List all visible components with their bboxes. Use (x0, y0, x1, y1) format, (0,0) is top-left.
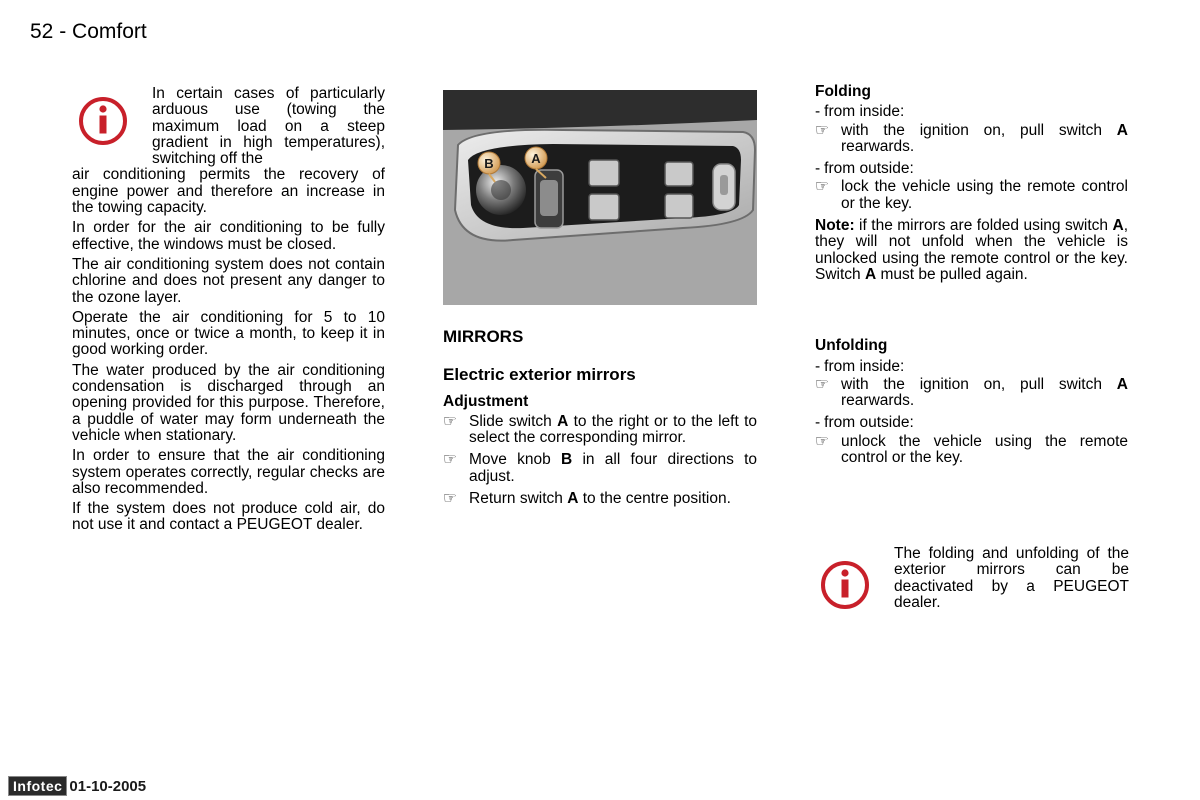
bullet-item: ☞ lock the vehicle using the remote control or the key. (815, 178, 1128, 212)
mirror-switch-photo (443, 90, 757, 305)
left-column (72, 86, 385, 538)
pointing-hand-icon: ☞ (443, 412, 457, 430)
pointing-hand-icon: ☞ (815, 375, 829, 393)
photo-label-b: B (484, 156, 494, 171)
info-icon (818, 558, 872, 612)
paragraph: In order to ensure that the air conditioning system operates correctly, regular checks are also recommended. (72, 447, 385, 497)
bullet-item: ☞ Slide switch A to the right or to the left to select the corresponding mirror. (443, 412, 757, 447)
footer (8, 776, 146, 796)
from-outside-line: - from outside: (815, 414, 914, 432)
bullet-item: ☞ Return switch A to the centre position. (443, 490, 731, 508)
photo-label-a: A (531, 151, 541, 166)
pointing-hand-icon: ☞ (815, 432, 829, 450)
from-inside-line: - from inside: (815, 103, 905, 121)
header-separator: - (59, 20, 67, 43)
page-number: 52 (30, 20, 54, 43)
unfolding-heading: Unfolding (815, 337, 888, 355)
intro-paragraph-continued: air conditioning permits the recovery of engine power and therefore an increase in the towing capacity. (72, 166, 385, 217)
info-note: The folding and unfolding of the exterior mirrors can be deactivated by a PEUGEOT dealer. (894, 545, 1129, 611)
pointing-hand-icon: ☞ (815, 178, 829, 196)
folding-heading: Folding (815, 83, 871, 100)
from-outside-line: - from outside: (815, 160, 914, 178)
note-paragraph: Note: if the mirrors are folded using switch A, they will not unfold when the vehicle is unlocked using the remote control or the key. Switch A must be pulled again. (815, 217, 1128, 283)
bullet-item: ☞ Move knob B in all four directions to adjust. (443, 451, 757, 485)
adjustment-heading: Adjustment (443, 392, 529, 410)
bullet-item: ☞ with the ignition on, pull switch A rearwards. (815, 375, 1128, 410)
subsection-title: Electric exterior mirrors (443, 365, 636, 385)
from-inside-line: - from inside: (815, 357, 905, 375)
paragraph: Operate the air conditioning for 5 to 10 minutes, once or twice a month, to keep it in good working order. (72, 308, 385, 359)
pointing-hand-icon: ☞ (815, 121, 829, 139)
paragraph: In order for the air conditioning to be fully effective, the windows must be closed. (72, 219, 385, 253)
pointing-hand-icon: ☞ (443, 490, 457, 508)
bullet-item: ☞ unlock the vehicle using the remote control or the key. (815, 432, 1128, 467)
paragraph: The air conditioning system does not contain chlorine and does not present any danger to the ozone layer. (72, 255, 385, 306)
paragraph: If the system does not produce cold air, do not use it and contact a PEUGEOT dealer. (72, 500, 385, 534)
print-date: 01-10-2005 (69, 777, 147, 795)
right-column (815, 84, 1128, 472)
pointing-hand-icon: ☞ (443, 451, 457, 469)
section-title: Comfort (72, 20, 147, 43)
middle-column (443, 90, 757, 513)
section-title: MIRRORS (443, 327, 524, 346)
bullet-item: ☞ with the ignition on, pull switch A rearwards. (815, 121, 1128, 155)
infotec-logo: Infotec (8, 776, 67, 796)
intro-paragraph: In certain cases of particularly arduous use (towing the maximum load on a steep gradient in high temperatures), switching off the (152, 85, 385, 168)
page-header (30, 20, 147, 44)
paragraph: The water produced by the air conditioning condensation is discharged through an opening provided for this purpose. Therefore, a puddle of water may form underneath the vehicle when stationary. (72, 361, 385, 444)
